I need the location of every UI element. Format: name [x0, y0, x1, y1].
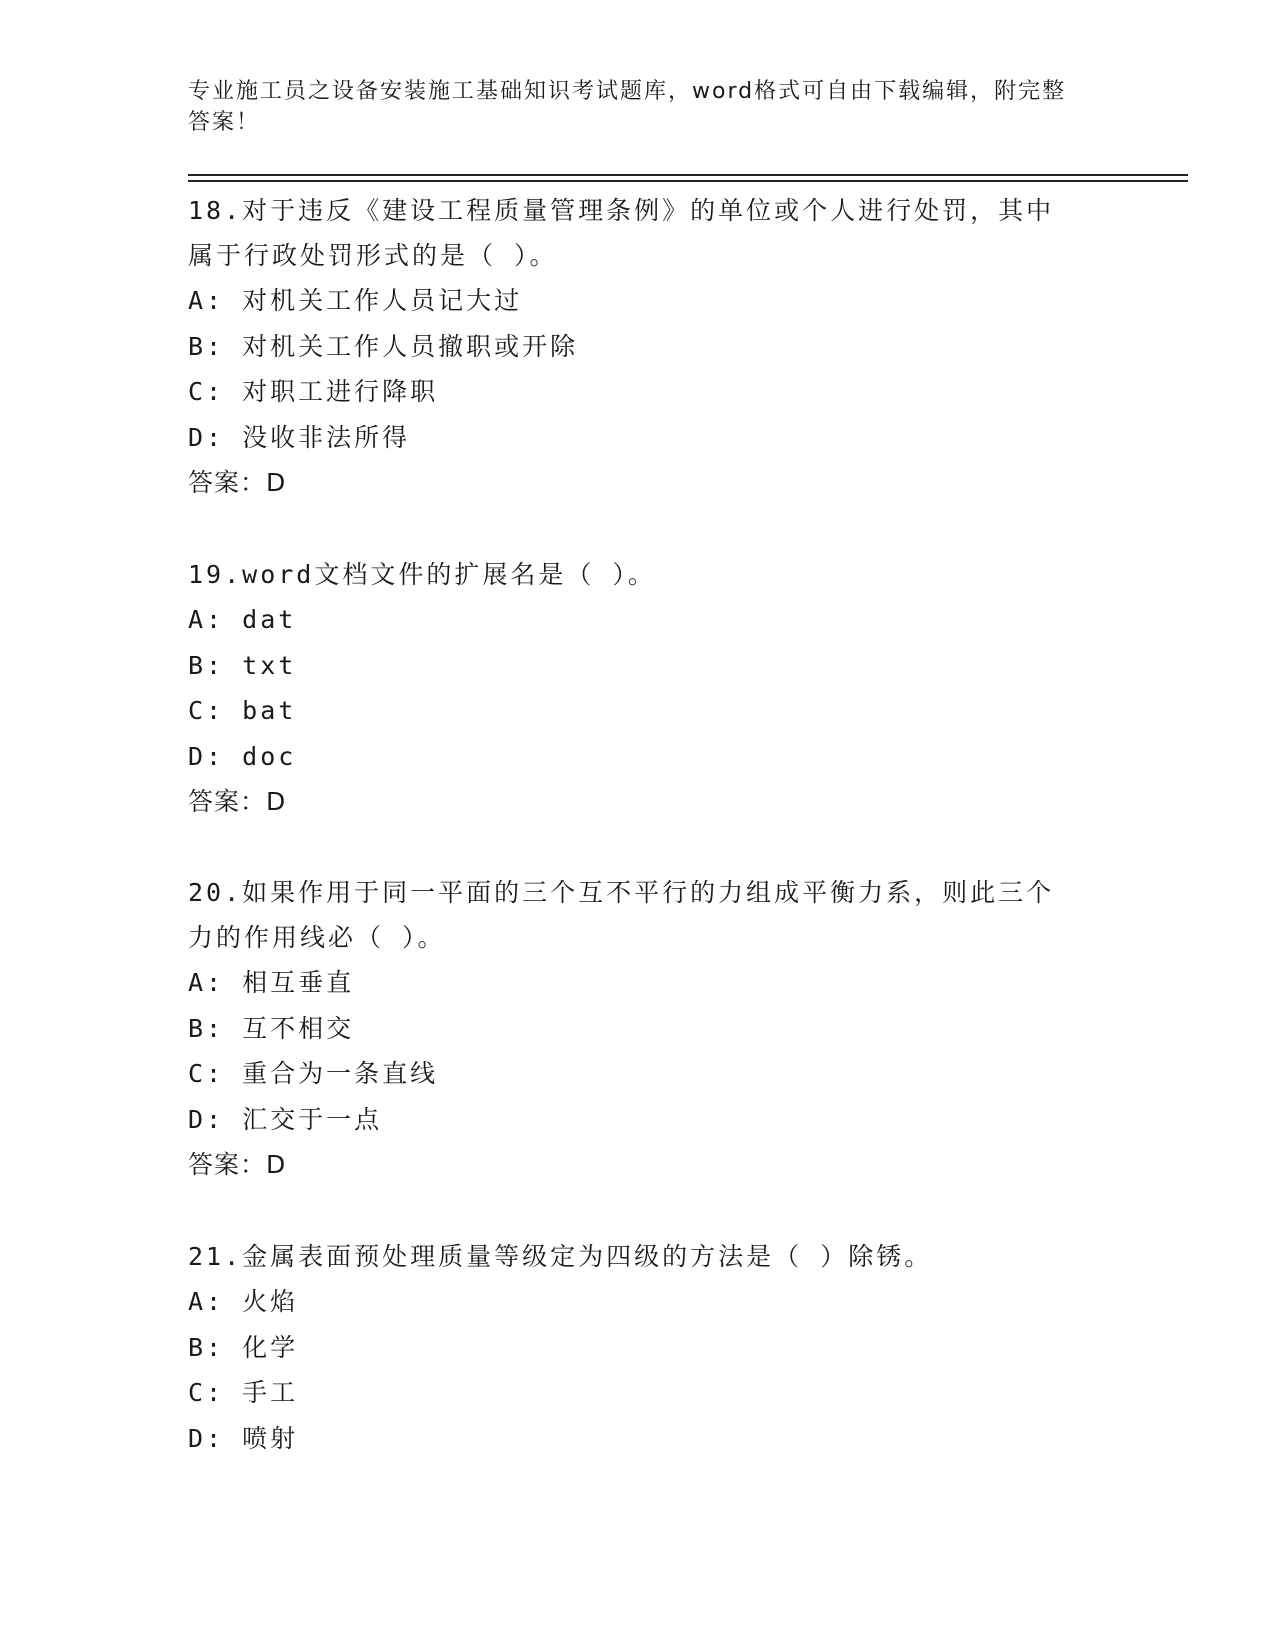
- header-text: 专业施工员之设备安装施工基础知识考试题库，word格式可自由下载编辑，附完整答案！: [188, 79, 1067, 135]
- question-21: [188, 1234, 1088, 1461]
- option-c: C: 对职工进行降职: [188, 377, 439, 406]
- option-d: D: doc: [188, 741, 297, 771]
- question-stem-line: 20.如果作用于同一平面的三个互不平行的力组成平衡力系，则此三个: [188, 878, 1055, 907]
- question-stem-line: 18.对于违反《建设工程质量管理条例》的单位或个人进行处罚，其中: [188, 196, 1055, 225]
- question-19: [188, 552, 1088, 824]
- question-18: [188, 188, 1088, 505]
- option-b: B: txt: [188, 650, 297, 680]
- option-b: B: 互不相交: [188, 1013, 355, 1043]
- option-a: A: dat: [188, 605, 297, 634]
- option-a: A: 火焰: [188, 1287, 299, 1316]
- option-d: D: 喷射: [188, 1423, 299, 1453]
- answer-line: 答案：D: [188, 1150, 287, 1179]
- option-d: D: 汇交于一点: [188, 1104, 383, 1134]
- question-stem-line: 力的作用线必（ ）。: [188, 923, 446, 952]
- answer-line: 答案：D: [188, 787, 287, 816]
- option-c: C: bat: [188, 696, 297, 725]
- option-b: B: 化学: [188, 1332, 299, 1362]
- header-divider-bottom: [188, 180, 1188, 182]
- option-d: D: 没收非法所得: [188, 422, 411, 452]
- option-a: A: 相互垂直: [188, 968, 355, 997]
- question-20: [188, 870, 1088, 1187]
- option-c: C: 手工: [188, 1378, 299, 1407]
- answer-line: 答案：D: [188, 468, 287, 497]
- option-c: C: 重合为一条直线: [188, 1059, 439, 1088]
- option-a: A: 对机关工作人员记大过: [188, 286, 523, 315]
- question-stem-line: 属于行政处罚形式的是（ ）。: [188, 241, 558, 270]
- document-header: [188, 76, 1068, 138]
- question-stem-line: 19.word文档文件的扩展名是（ ）。: [188, 560, 656, 589]
- question-stem-line: 21.金属表面预处理质量等级定为四级的方法是（ ）除锈。: [188, 1242, 933, 1271]
- option-b: B: 对机关工作人员撤职或开除: [188, 331, 579, 361]
- header-divider-top: [188, 174, 1188, 176]
